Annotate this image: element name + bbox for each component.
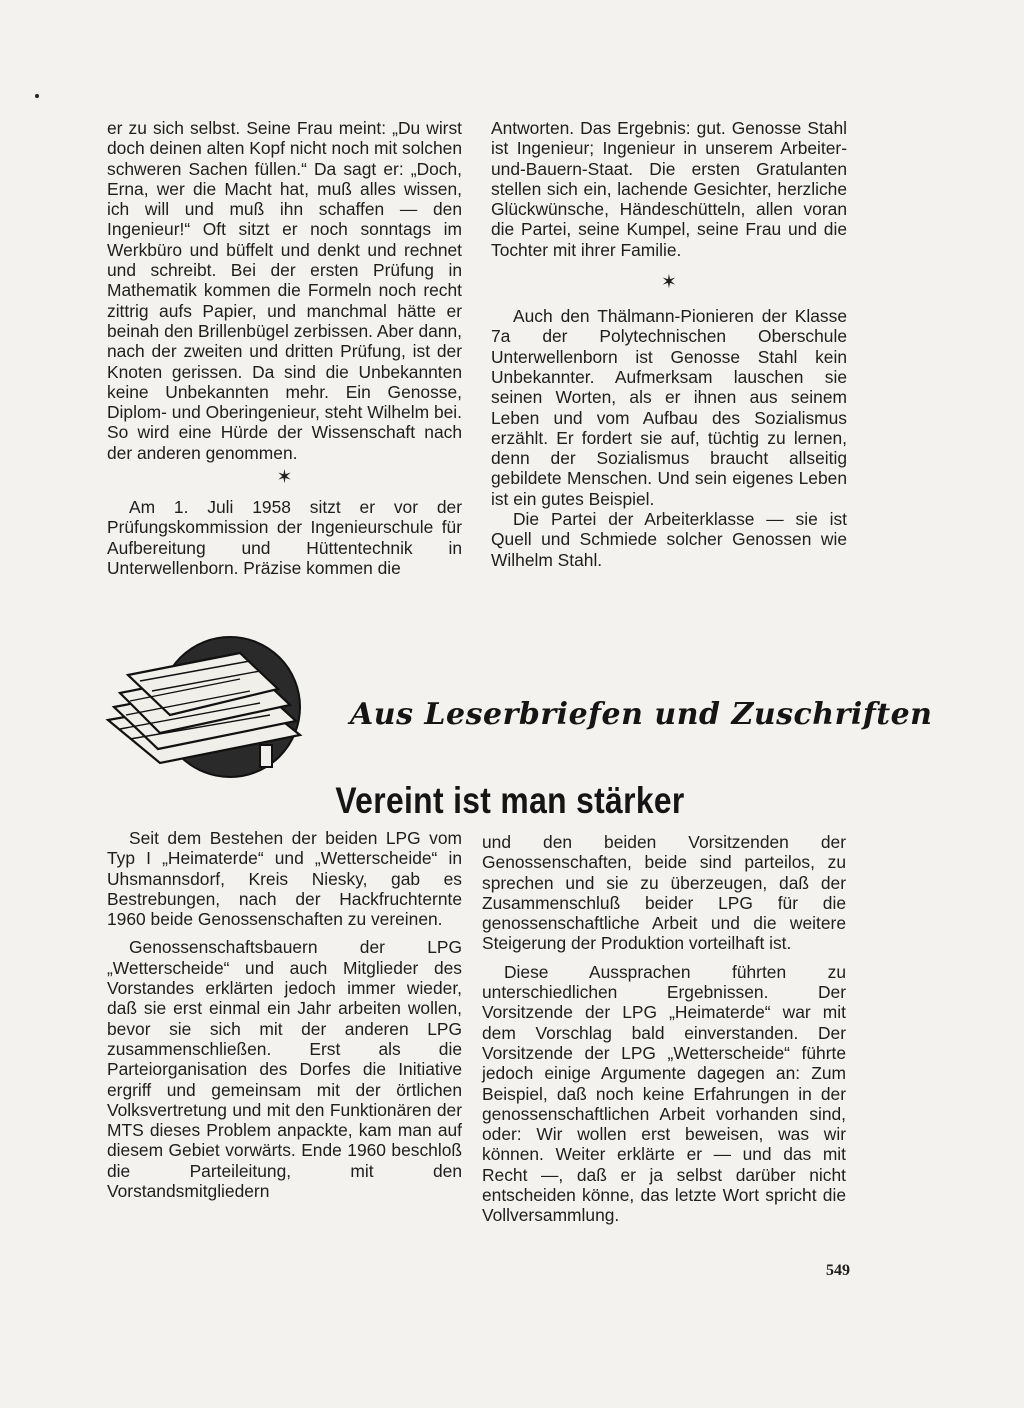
paragraph: Seit dem Bestehen der beiden LPG vom Typ I „Heimaterde“ und „Wetterscheide“ in Uhsmannsdorf, Kreis Niesky, gab es Bestrebungen, nach der Hackfruchternte 1960 beide Genossenschaften zu vereinen.	[107, 828, 462, 930]
paragraph: Diese Aussprachen führten zu unterschiedlichen Ergebnissen. Der Vorsitzende der LPG „Heimaterde“ war mit dem Vorschlag bald einverstanden. Der Vorsitzende der LPG „Wetterscheide“ führte jedoch einige Argumente dagegen an: Zum Beispiel, daß noch keine Erfahrungen in der genossenschaftlichen Arbeit vorhanden sind, oder: Wir wollen erst beweisen, was wir können. Weiter erklärte er — und das mit Recht —, daß er ja selbst darüber nicht entscheiden könne, das letzte Wort spricht die Vollversammlung.	[482, 961, 846, 1226]
article-left-column	[107, 828, 462, 1201]
paragraph: Die Partei der Arbeiterklasse — sie ist Quell und Schmiede solcher Genossen wie Wilhelm Stahl.	[491, 509, 847, 570]
paragraph: er zu sich selbst. Seine Frau meint: „Du wirst doch deinen alten Kopf nicht noch mit solchen schweren Sachen füllen.“ Da sagt er: „Doch, Erna, wer die Macht hat, muß alles wissen, ich will und muß ihn schaffen — den Ingenieur!“ Oft sitzt er noch sonntags im Werkbüro und büffelt und denkt und rechnet und schreibt. Bei der ersten Prüfung in Mathematik kommen die Formeln noch recht zittrig aufs Papier, und manchmal hätte er beinah den Brillenbügel zerbissen. Aber dann, nach der zweiten und dritten Prüfung, ist der Knoten gerissen. Da sind die Unbekannten keine Unbekannten mehr. Ein Genosse, Diplom- und Oberingenieur, steht Wilhelm bei. So wird eine Hürde der Wissenschaft nach der anderen genommen.	[107, 118, 462, 463]
article-right-column	[482, 832, 846, 1226]
paragraph: Auch den Thälmann-Pionieren der Klasse 7a der Polytechnischen Oberschule Unterwellenborn ist Genosse Stahl kein Unbekannter. Aufmerksam lauschen sie seinen Worten, als er ihnen aus seinem Leben und vom Aufbau des Sozialismus erzählt. Er fordert sie auf, tüchtig zu lernen, denn der Sozialismus braucht allseitig gebildete Menschen. Und sein eigenes Leben ist ein gutes Beispiel.	[491, 306, 847, 509]
top-right-column	[491, 118, 847, 570]
article-headline: Vereint ist man stärker	[335, 780, 685, 821]
letters-stack-illustration	[100, 635, 320, 785]
paragraph: Am 1. Juli 1958 sitzt er vor der Prüfungskommission der Ingenieurschule für Aufbereitung und Hüttentechnik in Unterwellenborn. Präzise kommen die	[107, 497, 462, 578]
paragraph: Genossenschaftsbauern der LPG „Wetterscheide“ und auch Mitglieder des Vorstandes erklärten jedoch immer wieder, daß sie erst einmal ein Jahr arbeiten wollen, bevor sie sich mit der anderen LPG zusammenschließen. Erst als die Parteiorganisation des Dorfes die Initiative ergriff und gemeinsam mit der örtlichen Volksvertretung und mit den Funktionären der MTS dieses Problem anpackte, kam man auf diesem Gebiet vorwärts. Ende 1960 beschloß die Parteileitung, mit den Vorstandsmitgliedern	[107, 937, 462, 1202]
section-banner-title: Aus Leserbriefen und Zuschriften	[350, 697, 933, 732]
section-divider-star: ✶	[661, 272, 677, 294]
page-number: 549	[826, 1262, 850, 1279]
print-speck	[35, 94, 39, 98]
section-divider-star: ✶	[276, 467, 293, 489]
paragraph: Antworten. Das Ergebnis: gut. Genosse Stahl ist Ingenieur; Ingenieur in unserem Arbeiter-und-Bauern-Staat. Die ersten Gratulanten stellen sich ein, lachende Gesichter, herzliche Glückwünsche, Händeschütteln, allen voran die Partei, seine Kumpel, seine Frau und die Tochter mit ihrer Familie.	[491, 118, 847, 260]
paragraph: und den beiden Vorsitzenden der Genossenschaften, beide sind parteilos, zu sprechen und sie zu überzeugen, daß der Zusammenschluß beider LPG für die genossenschaftliche Arbeit und die weitere Steigerung der Produktion vorteilhaft ist.	[482, 832, 846, 954]
top-left-column	[107, 118, 462, 578]
